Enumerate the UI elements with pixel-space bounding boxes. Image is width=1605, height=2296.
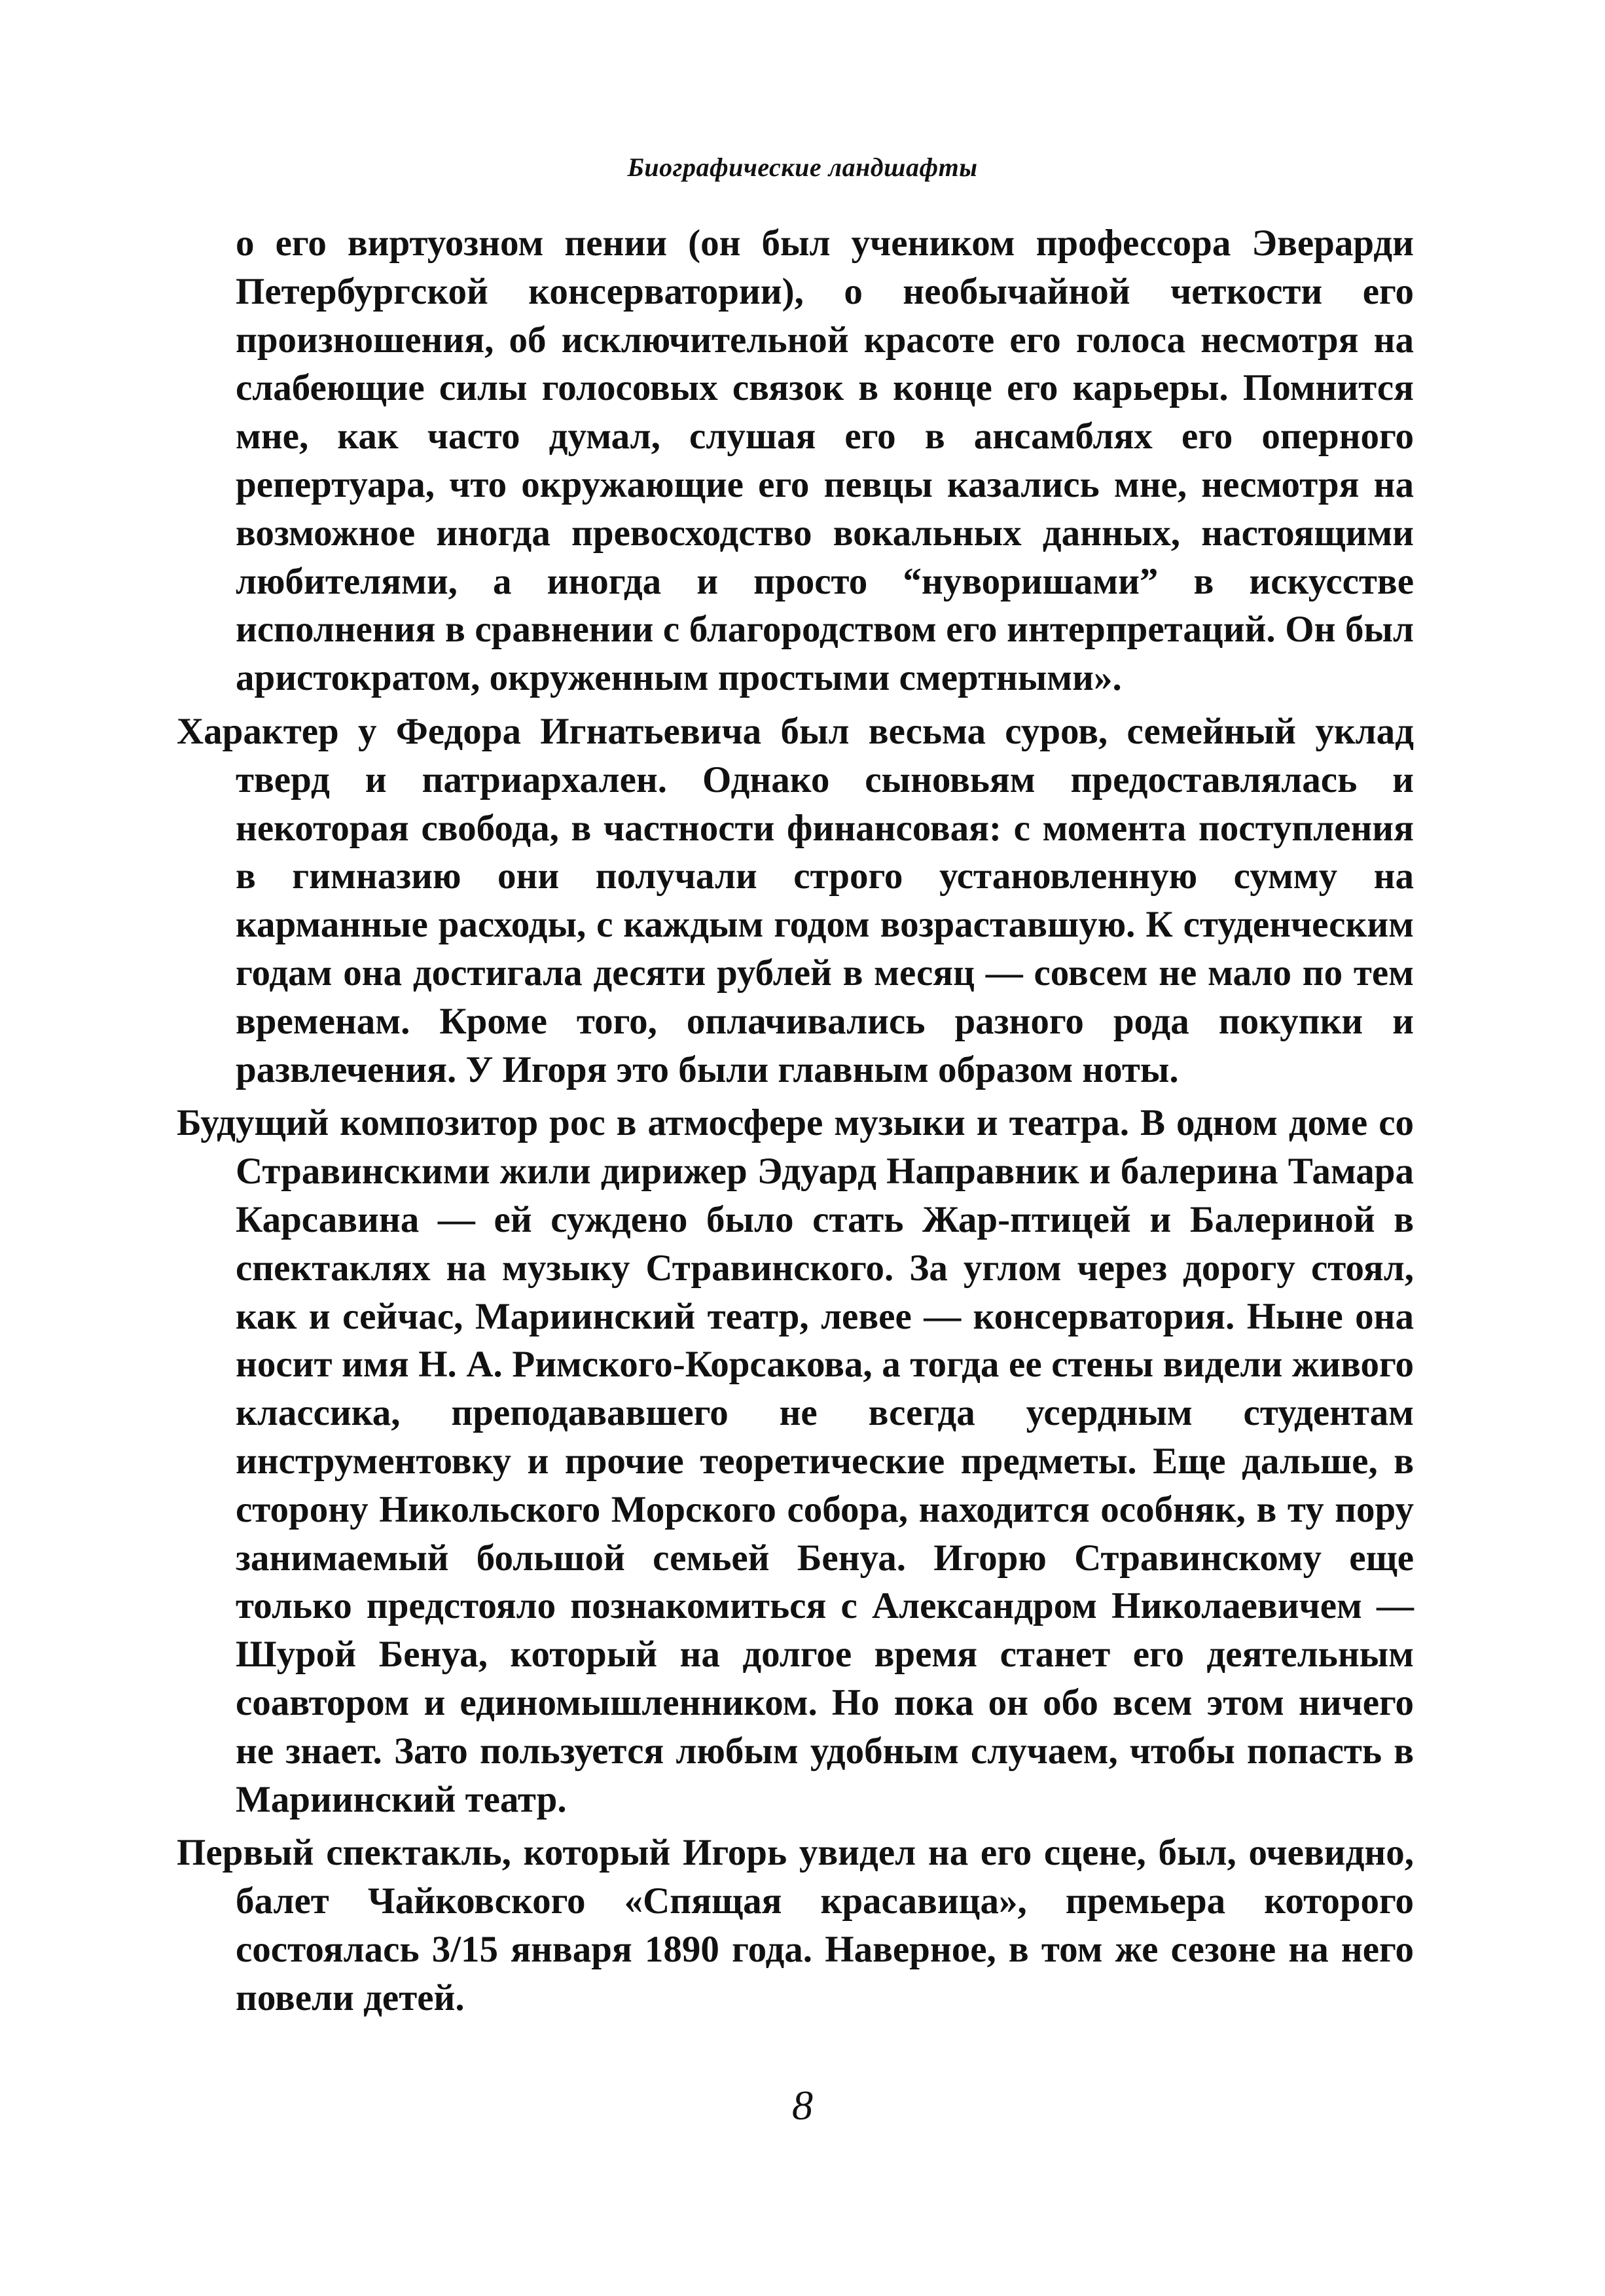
paragraph: Характер у Федора Игнатьевича был весьма суров, семейный уклад тверд и патриархален. Однако сыновьям предоставлялась и некоторая свобода, в частности финансовая: с момента поступления в гимназию они получали строго установленную сумму на карманные расходы, с каждым годом возраставшую. К студенческим годам она достигала десяти рублей в месяц — совсем не мало по тем временам. Кроме того, оплачивались разного рода покупки и развлечения. У Игоря это были главным образом ноты.: [177, 710, 1414, 1090]
page-number: 8: [792, 2082, 813, 2128]
paragraph: Будущий композитор рос в атмосфере музыки и театра. В одном доме со Стравинскими жили дирижер Эдуард Направник и балерина Тамара Карсавина — ей суждено было стать Жар-птицей и Балериной в спектаклях на музыку Стравинского. За углом через дорогу стоял, как и сейчас, Мариинский театр, левее — консерватория. Ныне она носит имя Н. А. Римского-Корсакова, а тогда ее стены видели живого классика, преподававшего не всегда усердным студентам инструментовку и прочие теоретические предметы. Еще дальше, в сторону Никольского Морского собора, находится особняк, в ту пору занимаемый большой семьей Бенуа. Игорю Стравинскому еще только предстояло познакомиться с Александром Николаевичем — Шурой Бенуа, который на долгое время станет его деятельным соавтором и единомышленником. Но пока он обо всем этом ничего не знает. Зато пользуется любым удобным случаем, чтобы попасть в Мариинский театр.: [177, 1102, 1414, 1820]
paragraph: Первый спектакль, который Игорь увидел на его сцене, был, очевидно, балет Чайковского «Спящая красавица», премьера которого состоялась 3/15 января 1890 года. Наверное, в том же сезоне на него повели детей.: [177, 1832, 1414, 2018]
paragraph-continued: о его виртуозном пении (он был учеником профессора Эверарди Петербургской консерватории), о необычайной четкости его произношения, об исключительной красоте его голоса несмотря на слабеющие силы голосовых связок в конце его карьеры. Помнится мне, как часто думал, слушая его в ансамблях его оперного репертуара, что окружающие его певцы казались мне, несмотря на возможное иногда превосходство вокальных данных, настоящими любителями, а иногда и просто “нуворишами” в искусстве исполнения в сравнении с благородством его интерпретаций. Он был аристократом, окруженным простыми смертными».: [236, 223, 1414, 699]
running-head: Биографические ландшафты: [627, 152, 978, 182]
body-text: [177, 219, 1414, 2027]
